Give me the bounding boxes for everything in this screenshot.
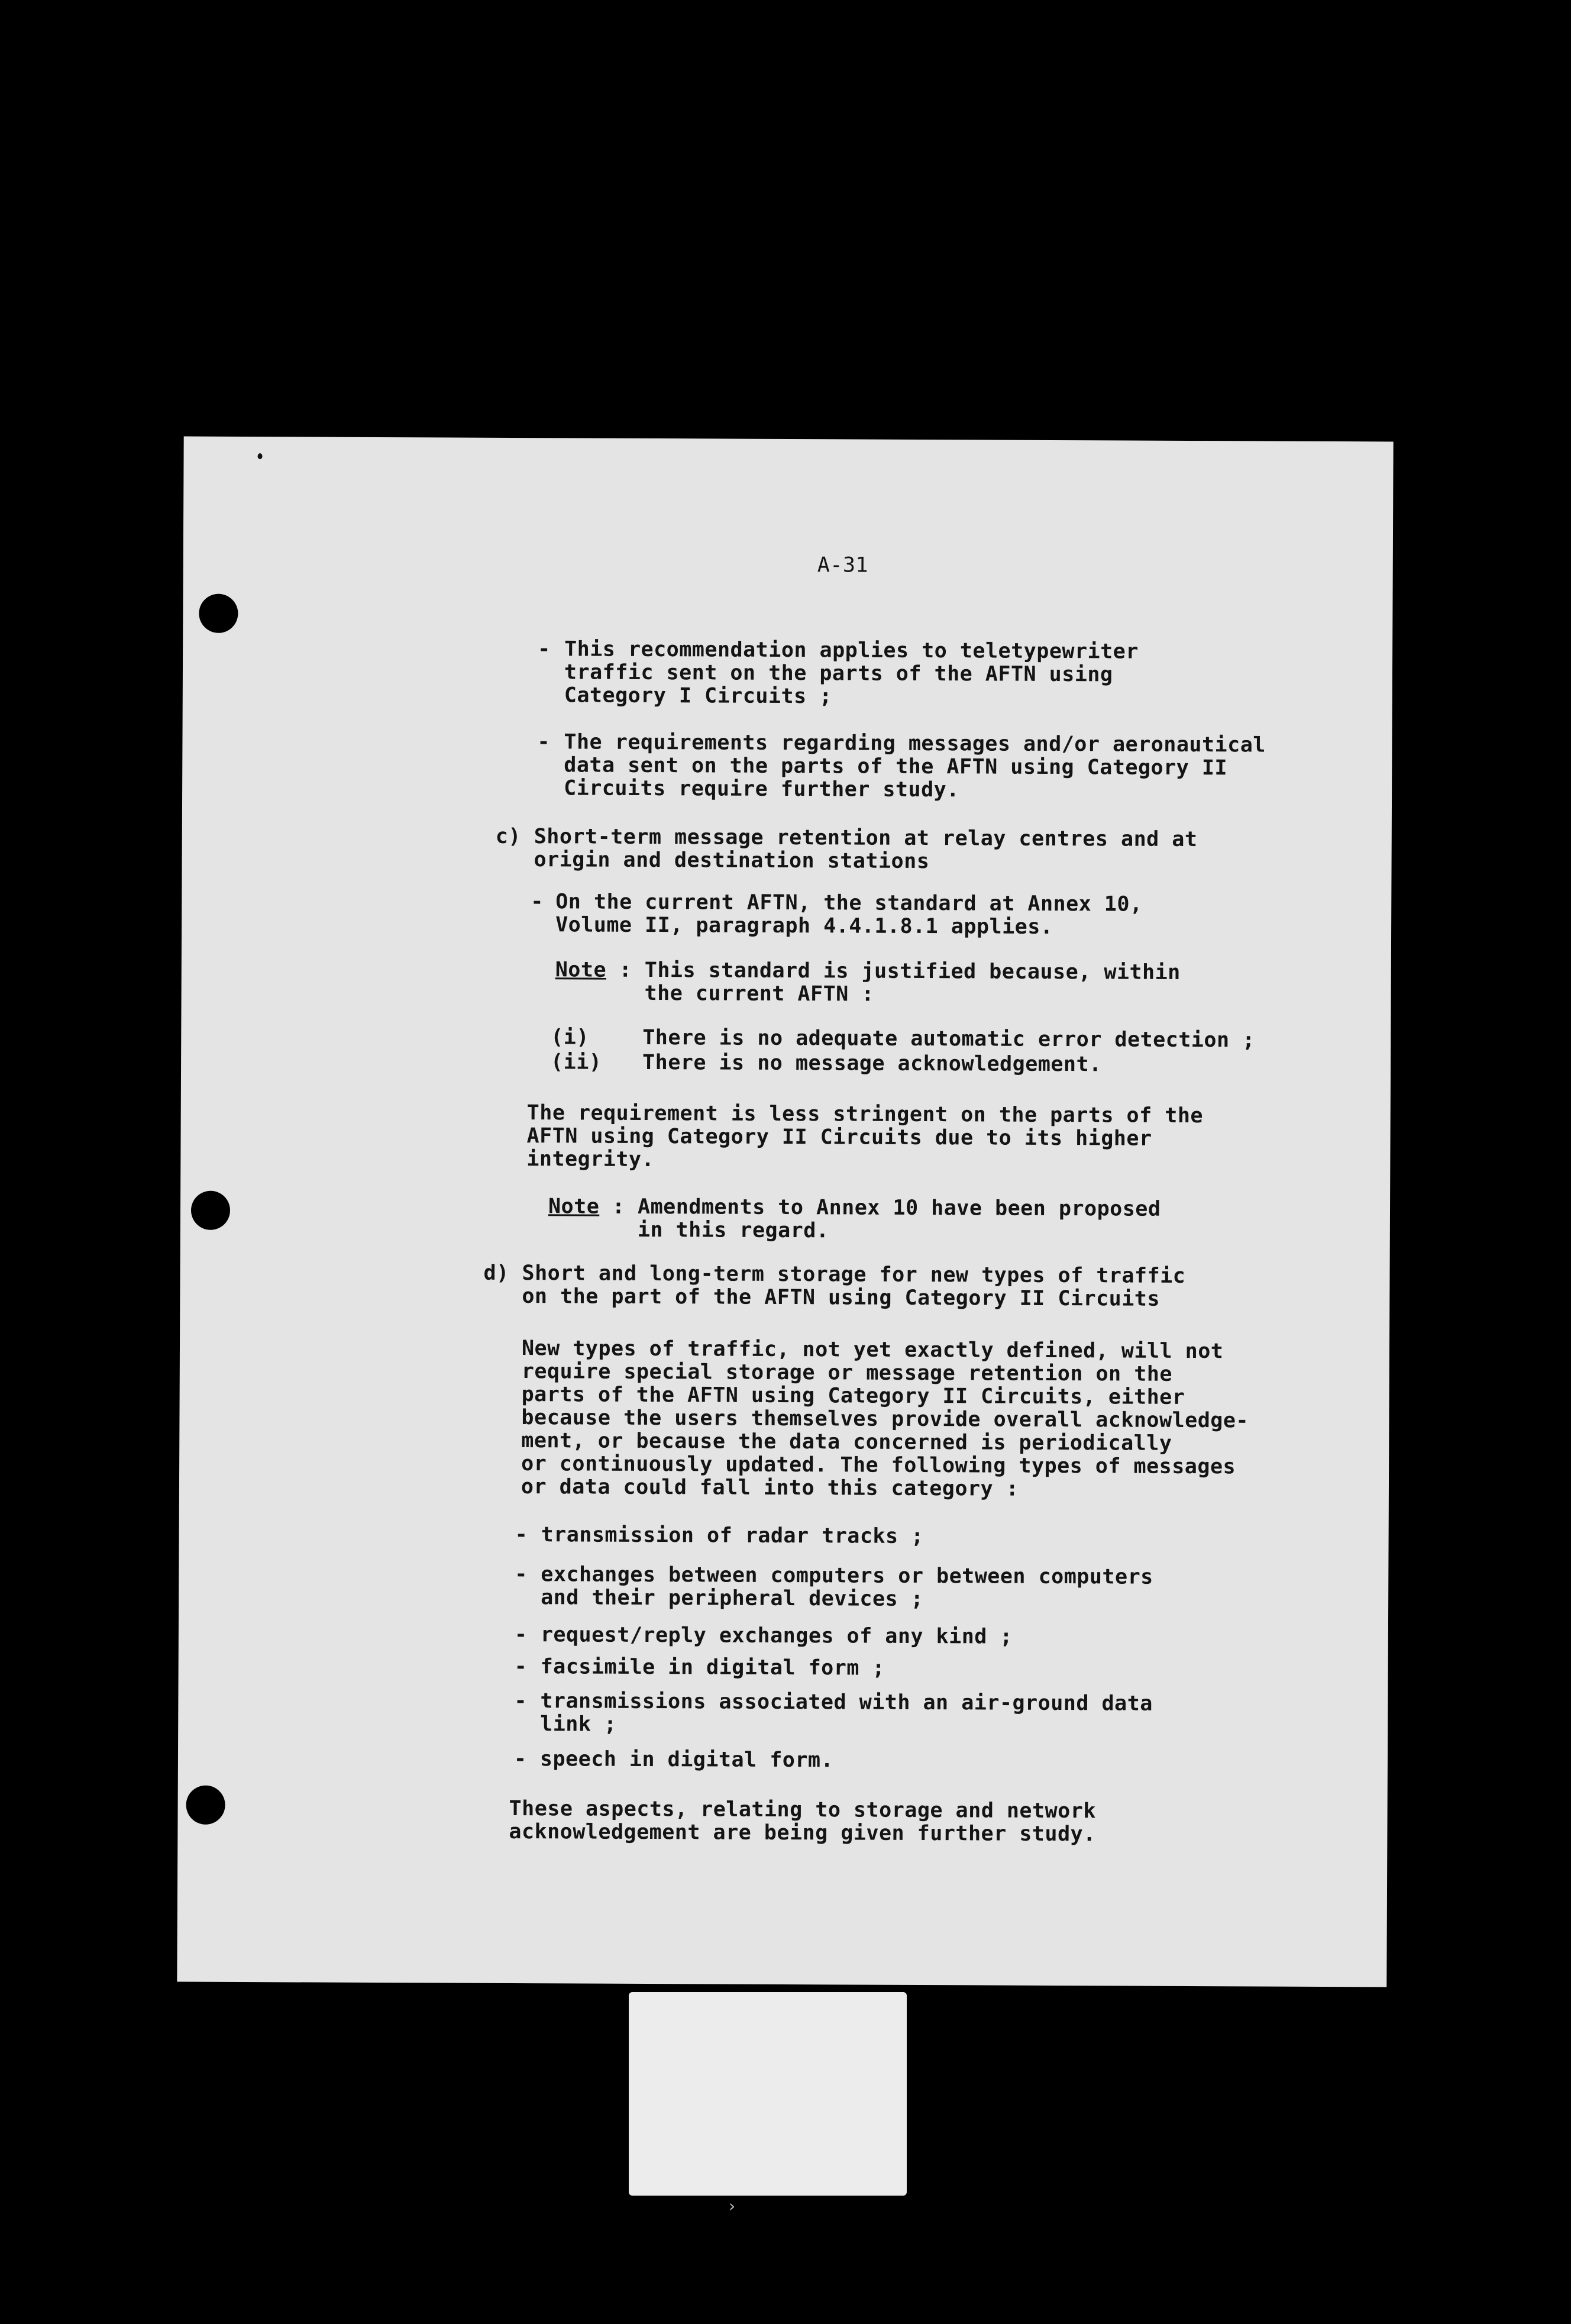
closing-paragraph: These aspects, relating to storage and network acknowledgement are being given further study.	[509, 1796, 1096, 1847]
dash: -	[531, 890, 544, 914]
section-label: c)	[495, 824, 522, 849]
dash: -	[514, 1655, 528, 1679]
dash: -	[515, 1563, 528, 1587]
bullet-text: This recommendation applies to teletypewriter traffic sent on the parts of the AFTN using Category I Circuits ;	[564, 637, 1139, 709]
bullet-text: The requirements regarding messages and/or aeronautical data sent on the parts of the AFTN using Category II Circuits require further study.	[564, 730, 1266, 802]
ink-mark: ›	[729, 2196, 736, 2216]
list-item: speech in digital form.	[539, 1747, 834, 1773]
note-label-text: Note	[555, 958, 607, 982]
paragraph: The requirement is less stringent on the parts of the AFTN using Category II Circuits due to its higher integrity.	[526, 1101, 1204, 1172]
list-item: transmissions associated with an air-ground data link ;	[540, 1689, 1153, 1736]
paragraph: New types of traffic, not yet exactly defined, will not require special storage or message retention on the parts of the AFTN using Category II Circuits, either because the users themselves provide overall acknowledge- ment, or because the data concerned is periodically or continuously updated. The following types of messages or data could fall into this category :	[521, 1337, 1249, 1501]
section-heading: Short-term message retention at relay centres and at origin and destination stations	[534, 825, 1198, 874]
note-text: : Amendments to Annex 10 have been proposed in this regard.	[548, 1195, 1161, 1243]
dash: -	[515, 1523, 528, 1547]
document-page	[177, 437, 1393, 1987]
page-number: A-31	[817, 553, 869, 577]
list-item: request/reply exchanges of any kind ;	[540, 1623, 1013, 1649]
punch-hole-middle	[191, 1191, 230, 1230]
ink-speck	[258, 453, 263, 459]
note-text: : This standard is justified because, within the current AFTN :	[555, 958, 1181, 1006]
reason-number: (i)	[551, 1025, 590, 1050]
section-label: d)	[483, 1261, 509, 1285]
dash: -	[514, 1623, 528, 1647]
dash: -	[537, 730, 551, 754]
dash: -	[514, 1689, 528, 1713]
dash: -	[538, 637, 551, 661]
punch-hole-top	[199, 594, 238, 633]
reason-number: (ii)	[551, 1050, 602, 1074]
list-item: exchanges between computers or between computers and their peripheral devices ;	[541, 1563, 1153, 1612]
note-label	[555, 958, 1181, 1008]
reason-text: There is no message acknowledgement.	[642, 1050, 1102, 1077]
bullet-text: On the current AFTN, the standard at Annex 10, Volume II, paragraph 4.4.1.8.1 applies.	[555, 890, 1143, 939]
note-label-text: Note	[548, 1195, 600, 1219]
dash: -	[513, 1747, 527, 1771]
list-item: facsimile in digital form ;	[540, 1655, 885, 1680]
reason-text: There is no adequate automatic error detection ;	[642, 1025, 1255, 1053]
section-heading: Short and long-term storage for new types of traffic on the part of the AFTN using Category II Circuits	[522, 1261, 1186, 1311]
note-label	[548, 1195, 1161, 1244]
punch-hole-bottom	[186, 1786, 225, 1825]
list-item: transmission of radar tracks ;	[541, 1523, 924, 1549]
paper-slip	[629, 1992, 907, 2196]
